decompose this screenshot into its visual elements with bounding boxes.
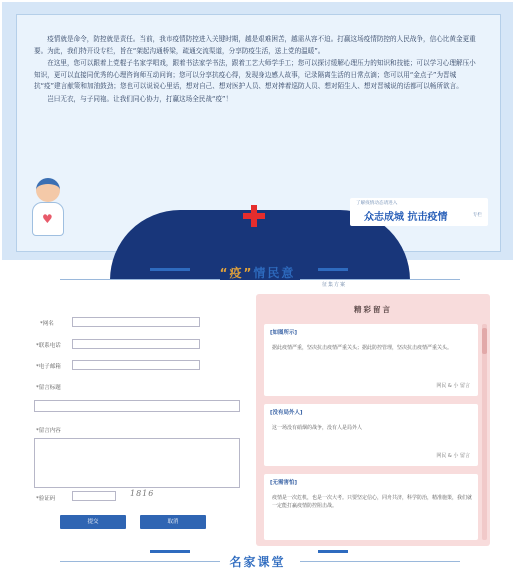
message-meta: 网民 & 小 留言: [436, 383, 470, 389]
badge-tag: 专栏: [472, 213, 482, 218]
message-title: [没有局外人]: [270, 410, 303, 416]
messages-title: 精彩留言: [354, 305, 392, 314]
captcha-image[interactable]: 1816: [130, 489, 155, 498]
email-label: *电子邮箱: [36, 364, 61, 370]
name-label: *网名: [40, 321, 54, 327]
featured-messages-panel: [256, 294, 490, 546]
message-title: [无需害怕]: [270, 480, 298, 486]
phone-label: *联系电话: [36, 343, 61, 349]
message-meta: 网民 & 小 留言: [436, 453, 470, 459]
intro-paragraph-1: 疫情就是命令，防控就是责任。当前，我市疫情防控进入关键时期，越是艰难困苦，越需从容不迫。打赢这场疫情防控的人民战争，信心比黄金更重要。为此，我们特开设专栏，旨在“架起沟通桥梁，疏通交流渠道，分享防疫生活，送上党的温暖”。: [34, 35, 476, 55]
messages-scrollbar[interactable]: [482, 324, 487, 540]
message-title: [如图所示]: [270, 330, 298, 336]
message-card[interactable]: [264, 474, 478, 540]
epidemic-column-badge[interactable]: [350, 198, 488, 226]
title-emphasis: “疫”: [219, 266, 254, 280]
subject-input[interactable]: [34, 400, 240, 412]
message-card[interactable]: [264, 324, 478, 396]
email-input[interactable]: [72, 360, 200, 370]
section-subtitle: 征集方案: [322, 282, 347, 288]
message-text: 这一场没有硝烟的战争，没有人是局外人: [272, 425, 363, 431]
submit-button[interactable]: 提交: [60, 515, 126, 529]
section-title-public-opinion: [0, 264, 515, 281]
heart-icon: ♥: [42, 212, 53, 226]
phone-input[interactable]: [72, 339, 200, 349]
intro-paragraph-3: 岂曰无衣，与子同袍。让我们同心协力，打赢这场全民战“疫”！: [47, 94, 233, 103]
content-textarea[interactable]: [34, 438, 240, 488]
title-rest: 情民意: [253, 266, 296, 280]
captcha-label: *验证码: [36, 496, 56, 502]
name-input[interactable]: [72, 317, 200, 327]
subject-label: *留言标题: [36, 385, 61, 391]
badge-small-text: 了解疫情动态请进入: [356, 201, 398, 206]
scrollbar-thumb[interactable]: [482, 328, 487, 354]
message-text: 疫情是一次危机，也是一次大考。只要坚定信心，同舟共济，科学防治，精准施策，我们就一定能打赢疫情防控阻击战。: [272, 495, 473, 509]
message-card[interactable]: [264, 404, 478, 466]
content-label: *留言内容: [36, 428, 61, 434]
message-text: 据此疫情严重，坚决抗击疫情严重关头；据此防控管理，坚决抗击疫情严重关头。: [272, 345, 453, 351]
red-cross-icon-bar: [243, 213, 265, 219]
intro-paragraph-2: 在这里，您可以跟着上党棍子名家学唱戏，跟着书法家学书法，跟着工艺大师学手工；您可以探讨缓解心理压力的知识和技能；可以学习心理解压小知识，更可以直接同优秀的心理咨询师互动问询；您可以分享抗疫心得，发现身边感人故事，记录隔离生活的日常点滴；您可以用“金点子”为晋城抗“疫”建言献策和加油鼓劲；您也可以说说心里话，想对自己、想对医护人员、想对捧着巡防人员、想对陌生人、想对晋城说的话都可以畅所欲言。: [34, 59, 476, 90]
badge-title: 众志成城 抗击疫情: [364, 212, 448, 223]
nurse-illustration: [28, 178, 68, 238]
intro-text: [34, 34, 480, 106]
section-title-master-class: 名家课堂: [229, 555, 286, 569]
cancel-button[interactable]: 取消: [140, 515, 206, 529]
nurse-head: [36, 178, 60, 202]
captcha-input[interactable]: [72, 491, 116, 501]
